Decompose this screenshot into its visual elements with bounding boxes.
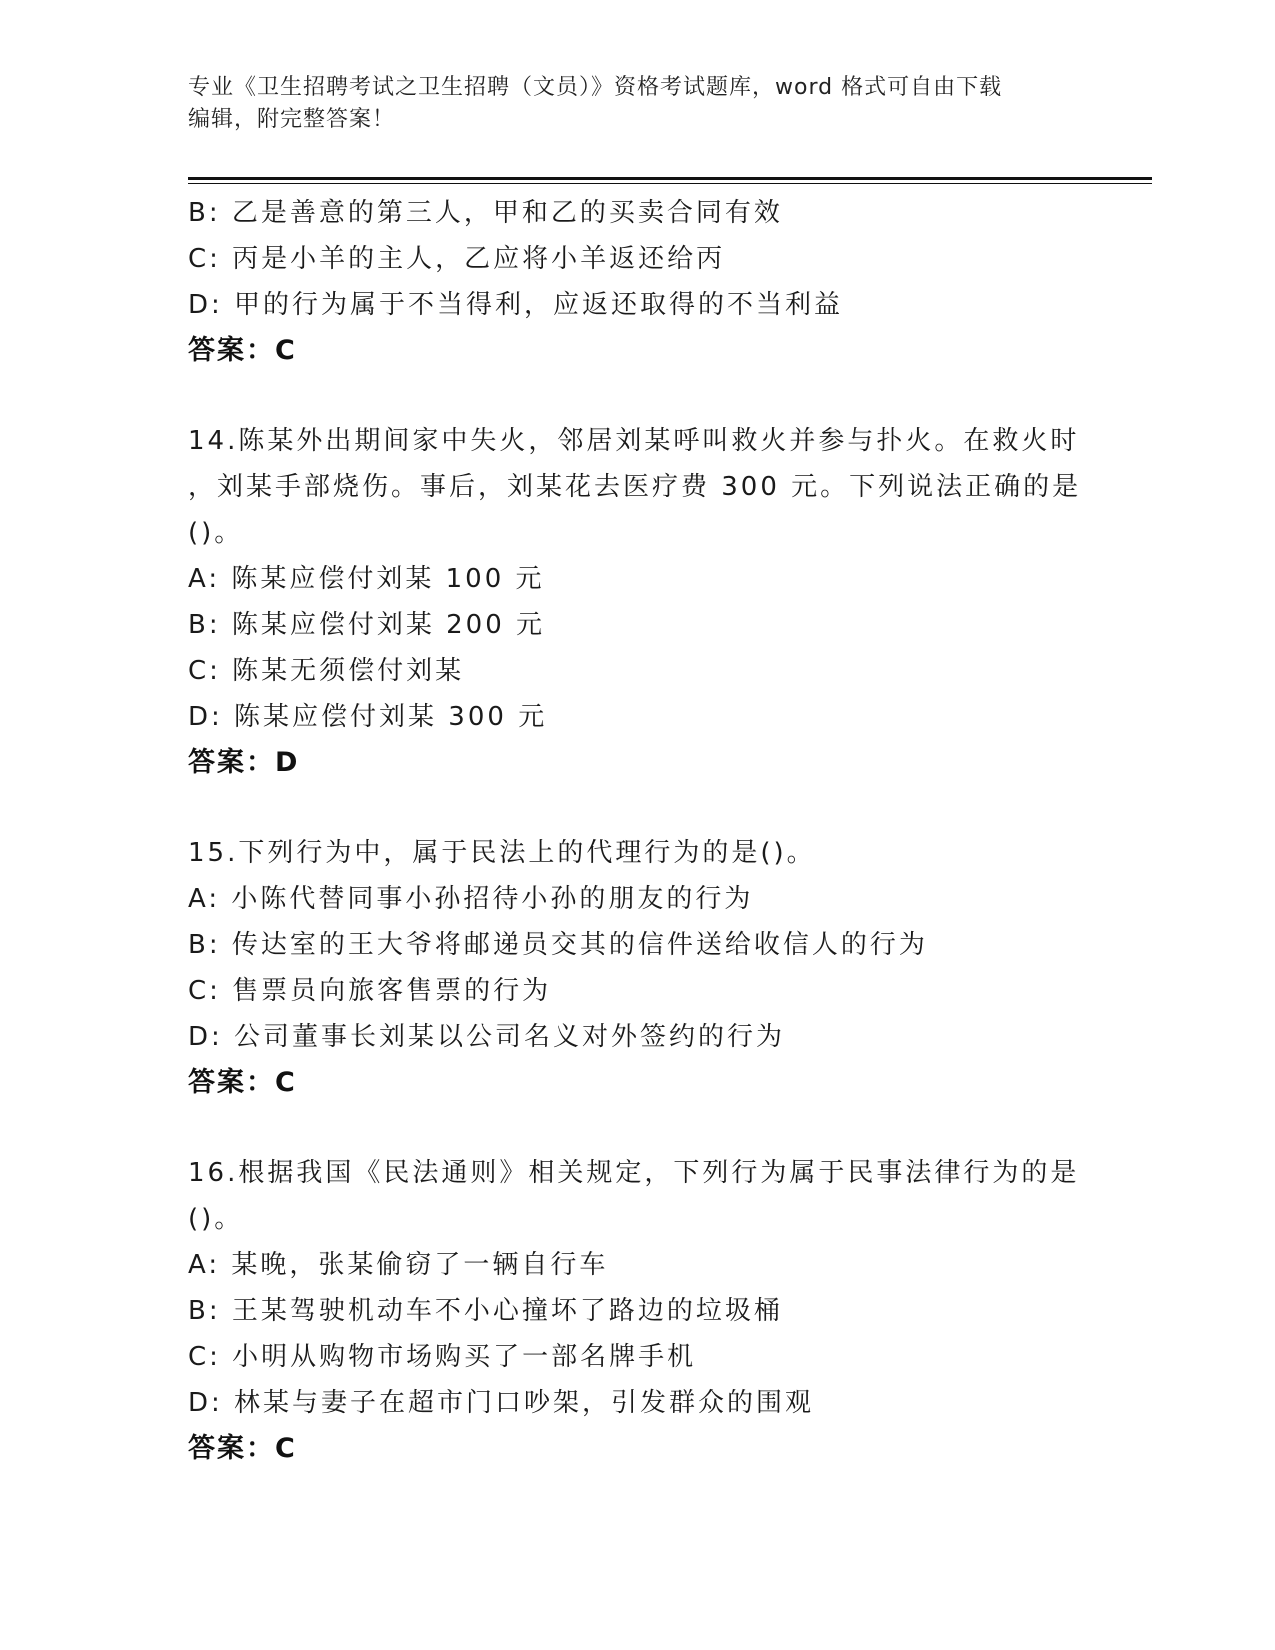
spacer	[188, 1106, 1088, 1150]
question-content	[188, 190, 1088, 1472]
header-line-1: 专业《卫生招聘考试之卫生招聘（文员）》资格考试题库，word 格式可自由下载	[188, 75, 1003, 100]
q13-option-c: C: 丙是小羊的主人，乙应将小羊返还给丙	[188, 244, 726, 274]
document-header	[188, 72, 1068, 136]
q14-option-d: D: 陈某应偿付刘某 300 元	[188, 702, 548, 732]
q15-option-c: C: 售票员向旅客售票的行为	[188, 976, 552, 1006]
header-divider-thin	[188, 183, 1152, 184]
spacer	[188, 374, 1088, 418]
q14-stem-line-3: ()。	[188, 518, 244, 548]
spacer	[188, 786, 1088, 830]
question-13-block	[188, 190, 1088, 374]
q15-answer: 答案：C	[188, 1067, 297, 1098]
question-14-block	[188, 418, 1088, 786]
question-16-block	[188, 1150, 1088, 1472]
q14-stem-line-2: ，刘某手部烧伤。事后，刘某花去医疗费 300 元。下列说法正确的是	[188, 472, 1082, 502]
q15-stem-line-1: 15.下列行为中，属于民法上的代理行为的是()。	[188, 838, 816, 868]
q16-option-a: A: 某晚，张某偷窃了一辆自行车	[188, 1250, 609, 1280]
q14-option-c: C: 陈某无须偿付刘某	[188, 656, 465, 686]
header-line-2: 编辑，附完整答案！	[188, 107, 396, 132]
q13-answer: 答案：C	[188, 335, 297, 366]
q15-option-b: B: 传达室的王大爷将邮递员交其的信件送给收信人的行为	[188, 930, 928, 960]
header-divider-thick	[188, 177, 1152, 180]
q14-option-b: B: 陈某应偿付刘某 200 元	[188, 610, 546, 640]
q14-answer: 答案：D	[188, 747, 300, 778]
q16-option-c: C: 小明从购物市场购买了一部名牌手机	[188, 1342, 697, 1372]
q13-option-d: D: 甲的行为属于不当得利，应返还取得的不当利益	[188, 290, 844, 320]
q16-option-b: B: 王某驾驶机动车不小心撞坏了路边的垃圾桶	[188, 1296, 783, 1326]
question-15-block	[188, 830, 1088, 1106]
q16-stem-line-2: ()。	[188, 1204, 244, 1234]
q16-answer: 答案：C	[188, 1433, 297, 1464]
q14-option-a: A: 陈某应偿付刘某 100 元	[188, 564, 545, 594]
q13-option-b: B: 乙是善意的第三人，甲和乙的买卖合同有效	[188, 198, 783, 228]
q15-option-d: D: 公司董事长刘某以公司名义对外签约的行为	[188, 1022, 786, 1052]
q16-option-d: D: 林某与妻子在超市门口吵架，引发群众的围观	[188, 1388, 815, 1418]
q15-option-a: A: 小陈代替同事小孙招待小孙的朋友的行为	[188, 884, 754, 914]
q16-stem-line-1: 16.根据我国《民法通则》相关规定，下列行为属于民事法律行为的是	[188, 1158, 1080, 1188]
q14-stem-line-1: 14.陈某外出期间家中失火，邻居刘某呼叫救火并参与扑火。在救火时	[188, 426, 1080, 456]
